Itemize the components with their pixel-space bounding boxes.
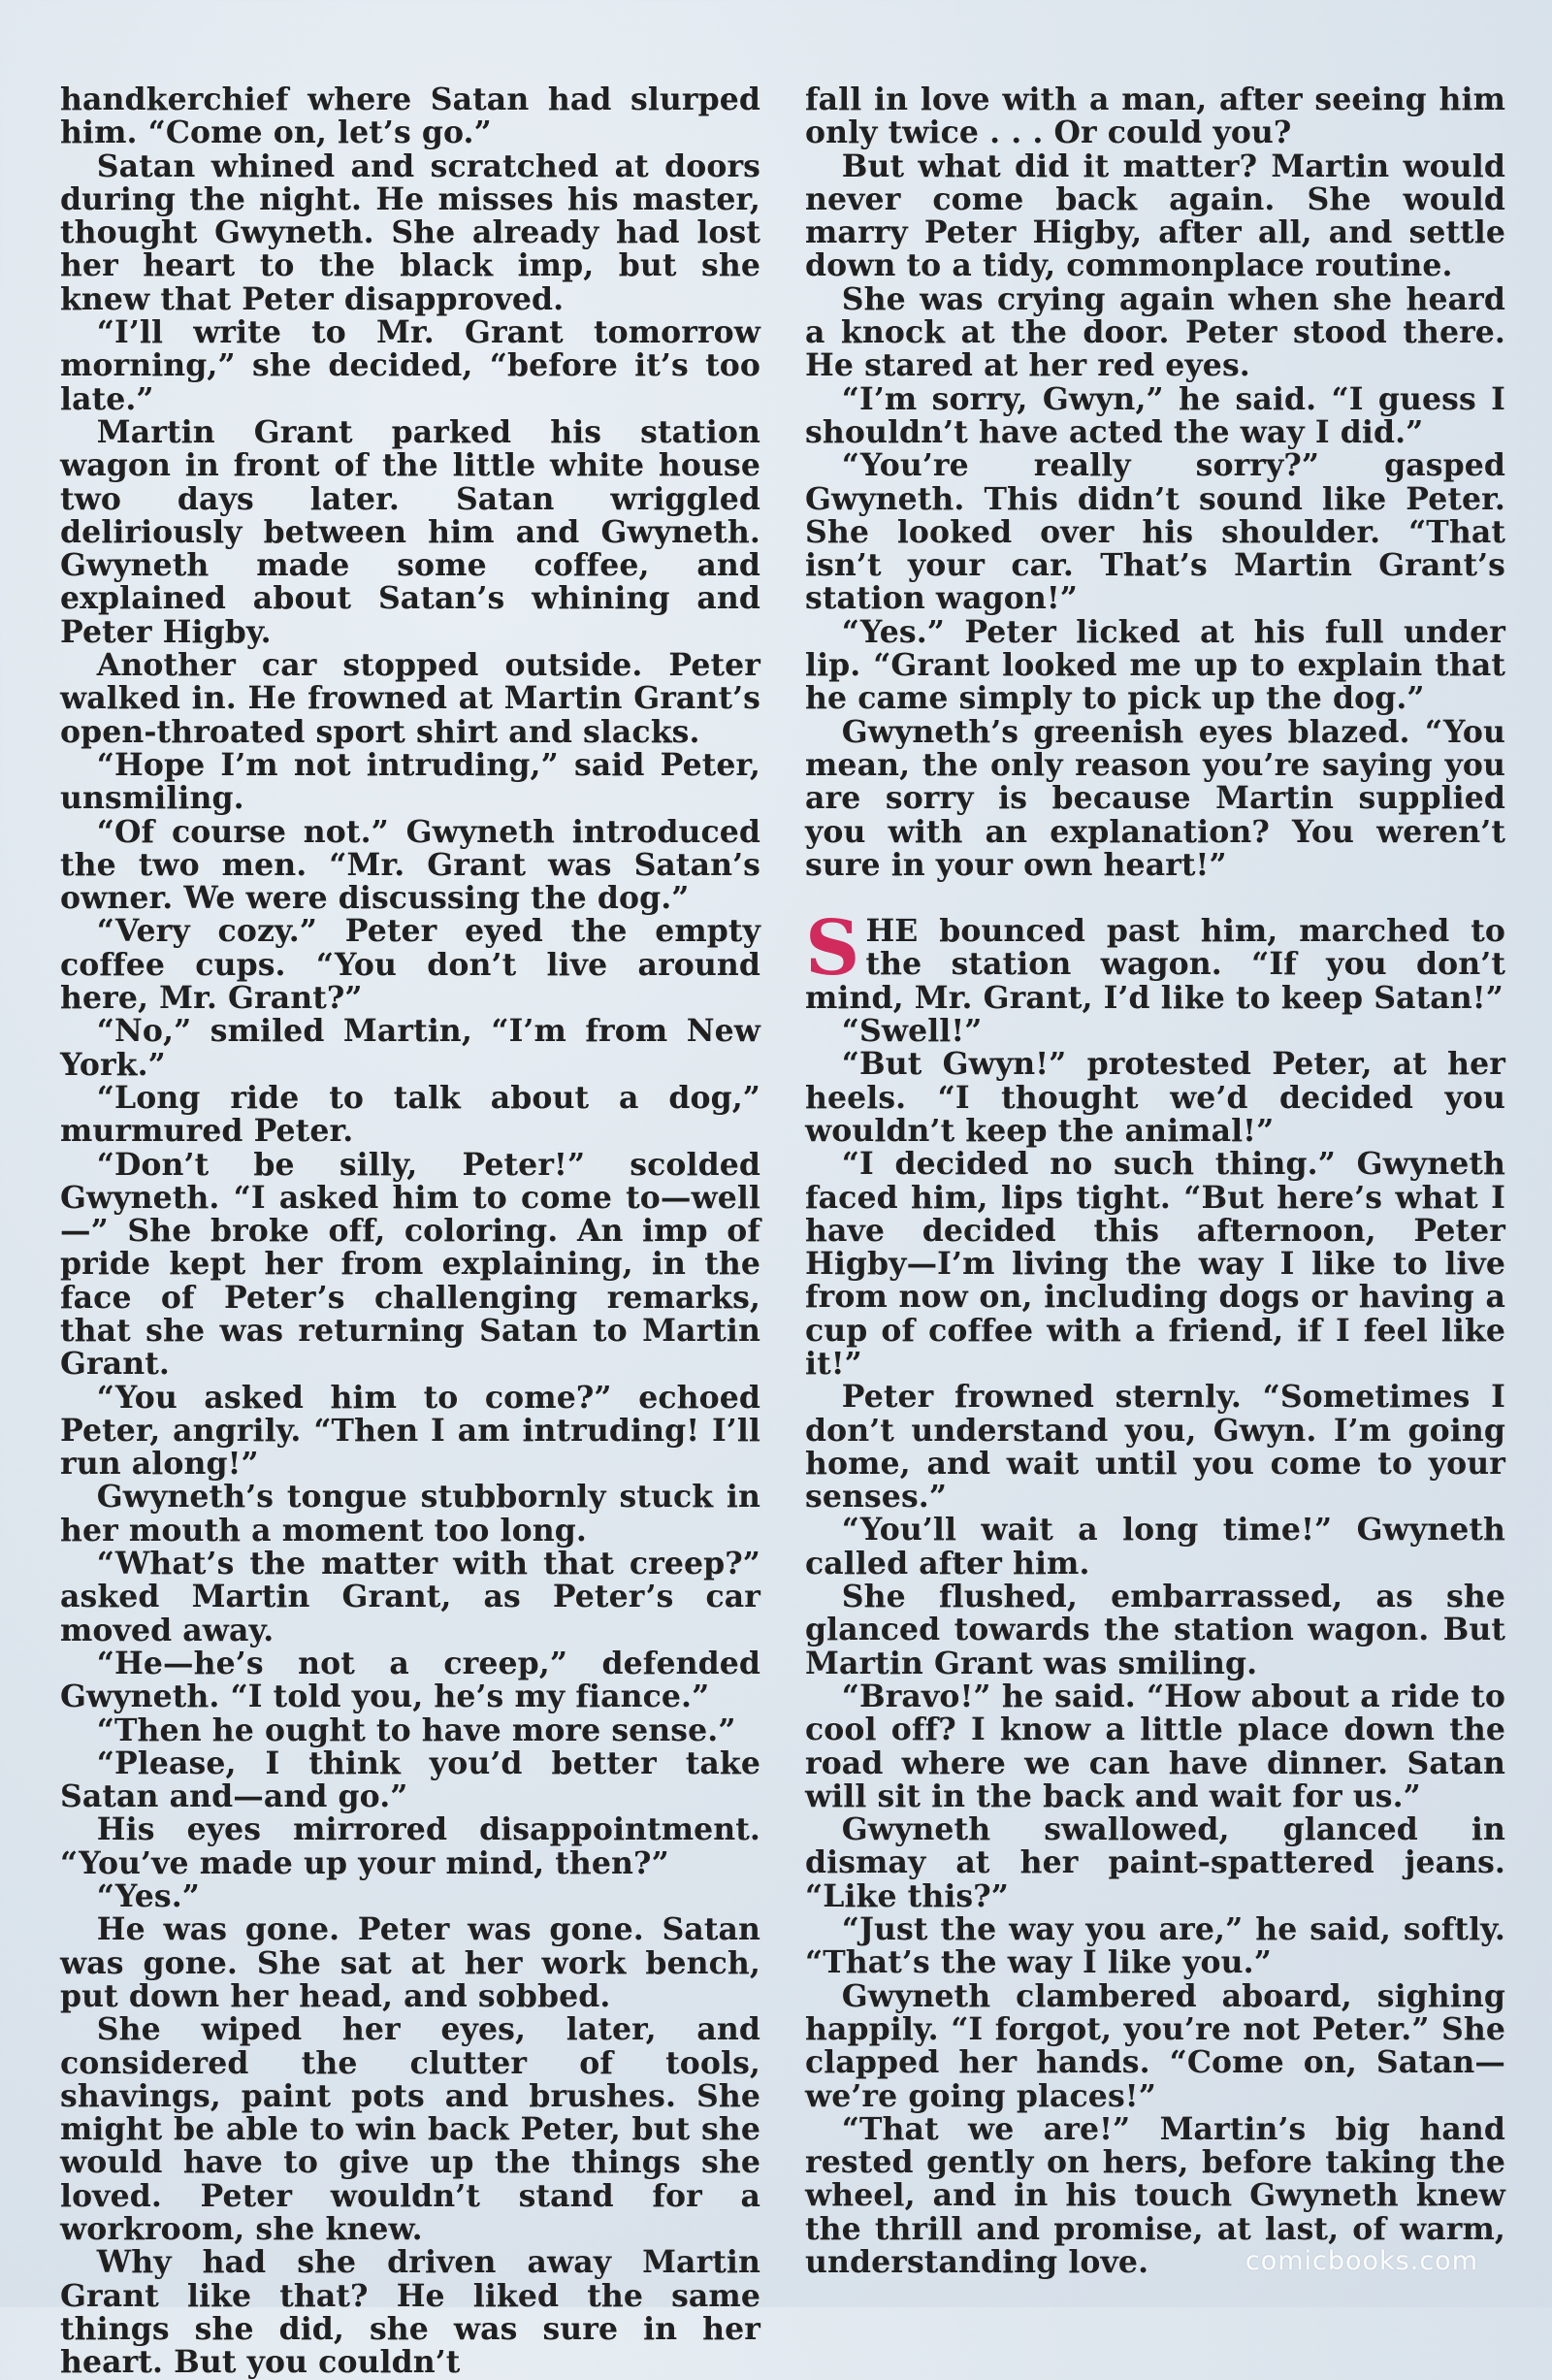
paragraph: “I’m sorry, Gwyn,” he said. “I guess I shouldn’t have acted the way I did.” xyxy=(805,380,1505,450)
paragraph: “Bravo!” he said. “How about a ride to cool off? I know a little place down the road where we can have dinner. Satan will sit in the back and wait for us.” xyxy=(805,1678,1505,1814)
paragraph: fall in love with a man, after seeing him only twice . . . Or could you? xyxy=(805,82,1505,151)
paragraph: She wiped her eyes, later, and considered the clutter of tools, shavings, paint pots and brushes. She might be able to win back Peter, but she would have to give up the things she loved. Peter wouldn’t stand for a workroom, she knew. xyxy=(60,2011,760,2247)
paragraph: Gwyneth swallowed, glanced in dismay at her paint-spattered jeans. “Like this?” xyxy=(805,1811,1505,1914)
paragraph: “Yes.” Peter licked at his full under lip. “Grant looked me up to explain that he came simply to pick up the dog.” xyxy=(805,613,1505,717)
paragraph: “I’ll write to Mr. Grant tomorrow morning,” she decided, “before it’s too late.” xyxy=(60,314,760,417)
paragraph: “What’s the matter with that creep?” asked Martin Grant, as Peter’s car moved away. xyxy=(60,1546,760,1648)
paragraph: “Long ride to talk about a dog,” murmured Peter. xyxy=(60,1079,760,1150)
paragraph: “I decided no such thing.” Gwyneth faced him, lips tight. “But here’s what I have decided this afternoon, Peter Higby—I’m living the way I like to live from now on, including dogs or having a cup of coffee with a friend, if I feel like it!” xyxy=(805,1146,1505,1382)
paragraph: “You’ll wait a long time!” Gwyneth called after him. xyxy=(805,1512,1505,1581)
paragraph: “Hope I’m not intruding,” said Peter, unsmiling. xyxy=(60,746,760,817)
paragraph: Gwyneth clambered aboard, sighing happily. “I forgot, you’re not Peter.” She clapped her hands. “Come on, Satan—we’re going places!” xyxy=(805,1977,1505,2114)
paragraph: “No,” smiled Martin, “I’m from New York.” xyxy=(60,1013,760,1083)
left-column xyxy=(60,82,760,2380)
paragraph: Why had she driven away Martin Grant like that? He liked the same things she did, she was sure in her heart. But you couldn’t xyxy=(60,2244,760,2380)
paragraph: “Of course not.” Gwyneth introduced the two men. “Mr. Grant was Satan’s owner. We were discussing the dog.” xyxy=(60,813,760,917)
paragraph: “Yes.” xyxy=(96,1878,201,1915)
drop-cap-paragraph-text: HE bounced past him, marched to the station wagon. “If you don’t mind, Mr. Grant, I’d like to keep Satan!” xyxy=(805,913,1505,1016)
paragraph: Gwyneth’s tongue stubbornly stuck in her mouth a moment too long. xyxy=(60,1479,760,1549)
paragraph: She flushed, embarrassed, as she glanced towards the station wagon. But Martin Grant was smiling. xyxy=(805,1579,1505,1681)
paragraph: His eyes mirrored disappointment. “You’ve made up your mind, then?” xyxy=(60,1811,760,1881)
paragraph: “That we are!” Martin’s big hand rested gently on hers, before taking the wheel, and in his touch Gwyneth knew the thrill and promise, at last, of warm, understanding love. xyxy=(805,2110,1505,2280)
paragraph: He was gone. Peter was gone. Satan was gone. She sat at her work bench, put down her head, and sobbed. xyxy=(60,1911,760,2014)
paragraph: She was crying again when she heard a knock at the door. Peter stood there. He stared at her red eyes. xyxy=(805,280,1505,384)
paragraph: “Just the way you are,” he said, softly. “That’s the way I like you.” xyxy=(805,1911,1505,1981)
paragraph: Gwyneth’s greenish eyes blazed. “You mean, the only reason you’re saying you are sorry is because Martin supplied you with an explanation? You weren’t sure in your own heart!” xyxy=(805,713,1505,883)
section-opening-paragraph xyxy=(805,904,1505,1016)
paragraph: Martin Grant parked his station wagon in front of the little white house two days later. Satan wriggled deliriously between him and Gwyneth. Gwyneth made some coffee, and explained about Satan’s whining and Peter Higby. xyxy=(60,413,760,650)
site-watermark: comicbooks.com xyxy=(1245,2246,1478,2276)
paragraph: “Please, I think you’d better take Satan and—and go.” xyxy=(60,1744,760,1815)
paragraph: “Very cozy.” Peter eyed the empty coffee cups. “You don’t live around here, Mr. Grant?” xyxy=(60,913,760,1017)
paragraph: handkerchief where Satan had slurped him. “Come on, let’s go.” xyxy=(60,82,760,151)
paragraph: “Don’t be silly, Peter!” scolded Gwyneth. “I asked him to come to—well—” She broke off, coloring. An imp of pride kept her from explaining, in the face of Peter’s challenging remarks, that she was returning Satan to Martin Grant. xyxy=(60,1146,760,1383)
paragraph: “Then he ought to have more sense.” xyxy=(96,1712,736,1748)
paragraph: “You asked him to come?” echoed Peter, angrily. “Then I am intruding! I’ll run along!” xyxy=(60,1379,760,1483)
paragraph: “You’re really sorry?” gasped Gwyneth. This didn’t sound like Peter. She looked over his shoulder. “That isn’t your car. That’s Martin Grant’s station wagon!” xyxy=(805,447,1505,617)
drop-cap: S xyxy=(805,904,860,994)
paragraph: “Swell!” xyxy=(841,1013,983,1050)
paragraph: Satan whined and scratched at doors during the night. He misses his master, thought Gwyneth. She already had lost her heart to the black imp, but she knew that Peter disapproved. xyxy=(60,147,760,317)
paragraph: Peter frowned sternly. “Sometimes I don’t understand you, Gwyn. I’m going home, and wait until you come to your senses.” xyxy=(805,1379,1505,1516)
paragraph: Another car stopped outside. Peter walked in. He frowned at Martin Grant’s open-throated sport shirt and slacks. xyxy=(60,647,760,750)
paragraph: But what did it matter? Martin would never come back again. She would marry Peter Higby, after all, and settle down to a tidy, commonplace routine. xyxy=(805,147,1505,284)
paragraph: “But Gwyn!” protested Peter, at her heels. “I thought we’d decided you wouldn’t keep the animal!” xyxy=(805,1046,1505,1149)
paragraph: “He—he’s not a creep,” defended Gwyneth. “I told you, he’s my fiance.” xyxy=(60,1645,760,1715)
